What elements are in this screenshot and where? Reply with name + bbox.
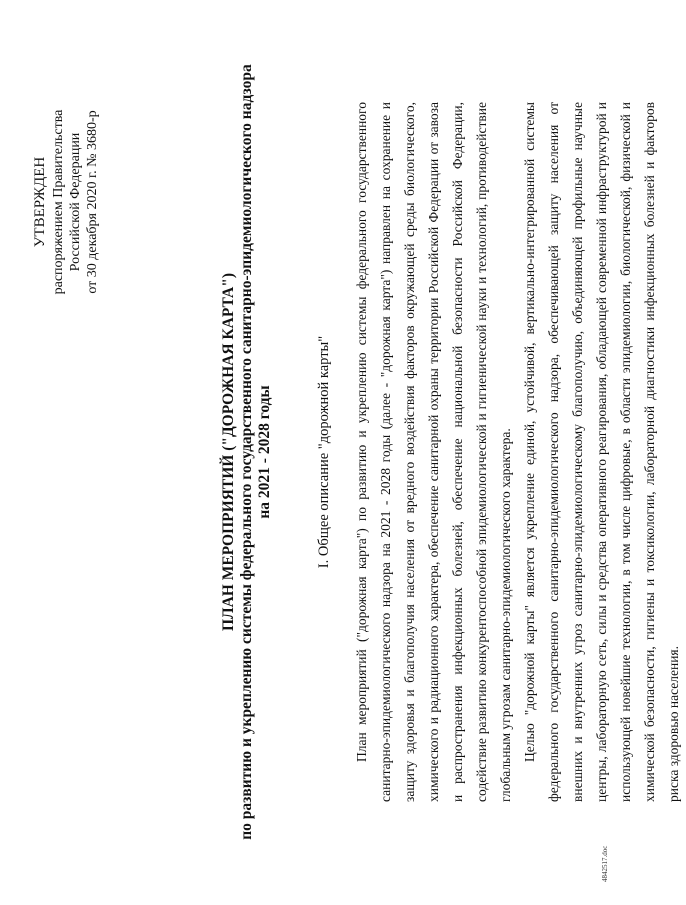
title-line-3: на 2021 - 2028 годы — [256, 385, 273, 519]
paragraph-goal: Целью "дорожной карты" является укрепление единой, устойчивой, вертикально-интегрированной системы федерального государственного санитарно-эпидемиологического надзора, обеспечивающей защиту населения от внешних и внутренних угроз санитарно-эпидемиологическому благополучию, объединяющей профильные научные центры, лабораторную сеть, силы и средства оперативного реагирования, обладающей современной инфраструктурой и использующей новейшие технологии, в том числе цифровые, в области эпидемиологии, биологической, физической и химической безопасности, гигиены и токсикологии, лабораторной диагностики инфекционных болезней и факторов риска здоровью населения. — [522, 102, 681, 802]
approval-title: УТВЕРЖДЕН — [32, 156, 48, 248]
title-line-2: по развитию и укреплению системы федерального государственного санитарно-эпидемиологического надзора — [238, 64, 255, 840]
section-heading: I. Общее описание "дорожной карты" — [316, 335, 332, 569]
document-page — [20, 22, 681, 882]
approval-stamp — [32, 62, 101, 342]
approval-line-1: распоряжением Правительства — [51, 109, 66, 295]
body-text — [350, 102, 686, 802]
title-line-1: ПЛАН МЕРОПРИЯТИЙ ("ДОРОЖНАЯ КАРТА") — [220, 272, 237, 632]
paragraph-description: План мероприятий ("дорожная карта") по развитию и укреплению системы федерального государственного санитарно-эпидемиологического надзора на 2021 - 2028 годы (далее - "дорожная карта") направлен на сохранение и защиту здоровья и благополучия населения от вредного воздействия факторов окружающей среды биологического, химического и радиационного характера, обеспечение санитарной охраны территории Российской Федерации от завоза и распространения инфекционных болезней, обеспечение национальной безопасности Российской Федерации, содействие развитию конкурентоспособной эпидемиологической и гигиенической науки и технологий, противодействие глобальным угрозам санитарно-эпидемиологического характера. — [354, 102, 513, 802]
approval-line-2: Российской Федерации — [68, 132, 83, 272]
document-title — [220, 22, 274, 882]
approval-line-3: от 30 декабря 2020 г. № 3680-р — [85, 110, 100, 294]
document-file-code: 4842517.doc — [601, 845, 609, 882]
